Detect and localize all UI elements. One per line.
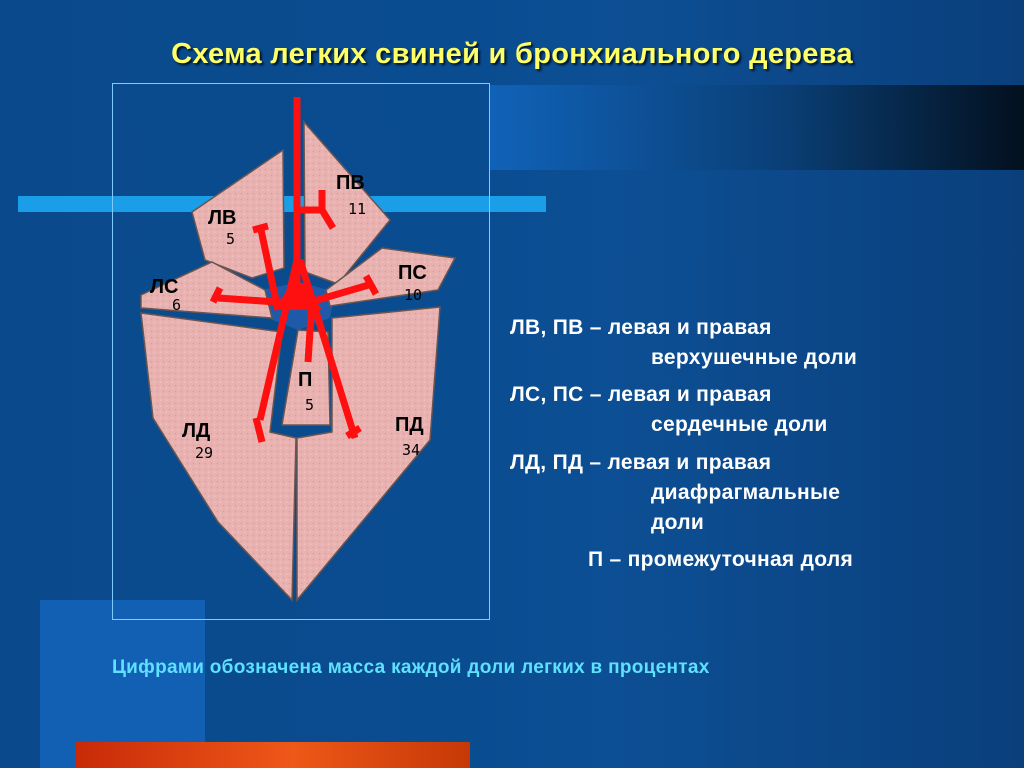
lobe-label-lv: ЛВ: [208, 207, 237, 229]
legend-line-4: сердечные доли: [651, 413, 828, 436]
lobe-value-ld: 29: [195, 444, 214, 462]
lobe-label-ld: ЛД: [182, 420, 211, 442]
legend-line-8: П – промежуточная доля: [588, 548, 854, 571]
legend-line-3: ЛС, ПС – левая и правая: [510, 383, 772, 406]
lobe-label-ls: ЛС: [150, 276, 179, 298]
bronchus-lv-tip: [253, 226, 268, 230]
lobe-value-p: 5: [305, 396, 315, 414]
lobe-value-ps: 10: [404, 286, 423, 304]
legend-line-6: диафрагмальные: [651, 481, 841, 504]
legend-line-7: доли: [651, 511, 705, 534]
bottom-accent-bar: [76, 742, 470, 768]
caption: Цифрами обозначена масса каждой доли легких в процентах: [112, 657, 710, 678]
slide-title: Схема легких свиней и бронхиального дерева: [171, 38, 853, 70]
lobe-label-pd: ПД: [395, 414, 424, 436]
lobe-value-lv: 5: [226, 230, 236, 248]
legend-line-5: ЛД, ПД – левая и правая: [510, 451, 772, 474]
lobe-label-p: П: [298, 369, 313, 391]
legend-line-1: ЛВ, ПВ – левая и правая: [510, 316, 772, 339]
legend-line-2: верхушечные доли: [651, 346, 858, 369]
lobe-value-ls: 6: [172, 296, 182, 314]
lobe-value-pd: 34: [402, 441, 421, 459]
lobe-label-pv: ПВ: [336, 172, 365, 194]
lobe-label-ps: ПС: [398, 262, 427, 284]
lobe-value-pv: 11: [348, 200, 367, 218]
